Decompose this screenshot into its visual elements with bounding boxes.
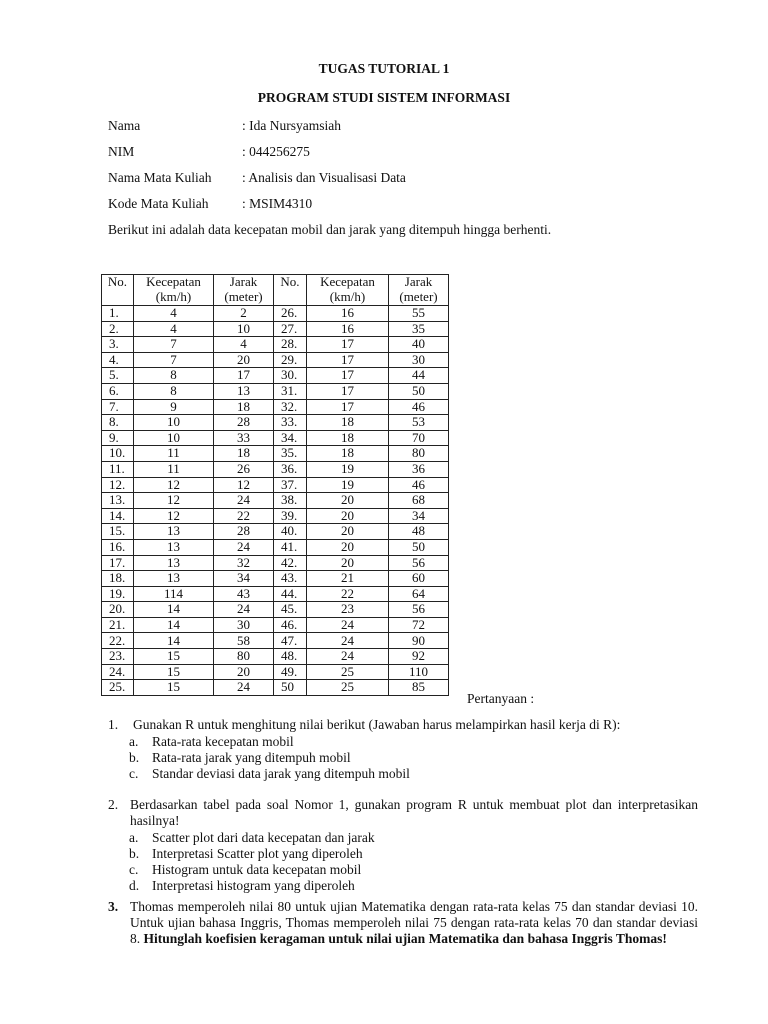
question-number: 2.	[108, 797, 119, 812]
cell-speed: 10	[134, 415, 214, 431]
cell-distance: 36	[389, 461, 449, 477]
info-value: : Analisis dan Visualisasi Data	[242, 170, 406, 185]
intro-text: Berikut ini adalah data kecepatan mobil dan jarak yang ditempuh hingga berhenti.	[108, 222, 552, 237]
cell-no: 44.	[274, 586, 307, 602]
question-2-items	[108, 830, 698, 894]
info-value: : 044256275	[242, 144, 310, 159]
cell-distance: 85	[389, 680, 449, 696]
list-item: a. Rata-rata kecepatan mobil	[129, 734, 294, 749]
cell-no: 37.	[274, 477, 307, 493]
document-title: TUGAS TUTORIAL 1	[318, 61, 450, 76]
cell-speed: 12	[134, 508, 214, 524]
cell-no: 27.	[274, 321, 307, 337]
table-row	[102, 664, 449, 680]
cell-no: 40.	[274, 524, 307, 540]
cell-speed: 14	[134, 602, 214, 618]
cell-no: 5.	[102, 368, 134, 384]
cell-speed: 13	[134, 555, 214, 571]
cell-speed: 19	[307, 461, 389, 477]
cell-no: 1.	[102, 306, 134, 322]
cell-speed: 11	[134, 446, 214, 462]
table-row	[102, 633, 449, 649]
cell-speed: 8	[134, 368, 214, 384]
question-1-items	[108, 734, 698, 782]
cell-no: 9.	[102, 430, 134, 446]
cell-distance: 20	[214, 352, 274, 368]
cell-speed: 16	[307, 306, 389, 322]
list-item: c. Histogram untuk data kecepatan mobil	[129, 862, 362, 877]
cell-no: 3.	[102, 337, 134, 353]
cell-distance: 17	[214, 368, 274, 384]
table-row	[102, 571, 449, 587]
cell-speed: 14	[134, 633, 214, 649]
cell-no: 13.	[102, 493, 134, 509]
cell-no: 36.	[274, 461, 307, 477]
table-row	[102, 368, 449, 384]
cell-distance: 53	[389, 415, 449, 431]
cell-speed: 15	[134, 680, 214, 696]
question-text	[130, 899, 698, 947]
cell-speed: 21	[307, 571, 389, 587]
cell-speed: 20	[307, 493, 389, 509]
cell-distance: 58	[214, 633, 274, 649]
header-no: No.	[102, 275, 134, 306]
cell-no: 4.	[102, 352, 134, 368]
cell-no: 42.	[274, 555, 307, 571]
table-row	[102, 555, 449, 571]
cell-distance: 48	[389, 524, 449, 540]
cell-no: 48.	[274, 649, 307, 665]
cell-distance: 68	[389, 493, 449, 509]
cell-distance: 50	[389, 539, 449, 555]
cell-distance: 33	[214, 430, 274, 446]
cell-no: 17.	[102, 555, 134, 571]
table-row	[102, 649, 449, 665]
cell-distance: 56	[389, 555, 449, 571]
cell-no: 11.	[102, 461, 134, 477]
cell-no: 33.	[274, 415, 307, 431]
list-item: c. Standar deviasi data jarak yang ditempuh mobil	[129, 766, 410, 781]
cell-distance: 26	[214, 461, 274, 477]
header-speed: Kecepatan (km/h)	[307, 275, 389, 306]
table-row	[102, 399, 449, 415]
cell-distance: 4	[214, 337, 274, 353]
cell-no: 16.	[102, 539, 134, 555]
info-value: : MSIM4310	[242, 196, 313, 211]
question-text: Gunakan R untuk menghitung nilai berikut (Jawaban harus melampirkan hasil kerja di R):	[133, 717, 621, 732]
cell-no: 46.	[274, 617, 307, 633]
cell-distance: 56	[389, 602, 449, 618]
data-table	[101, 274, 449, 696]
cell-distance: 72	[389, 617, 449, 633]
cell-distance: 18	[214, 399, 274, 415]
table-header-row	[102, 275, 449, 306]
cell-no: 12.	[102, 477, 134, 493]
cell-speed: 7	[134, 352, 214, 368]
cell-no: 47.	[274, 633, 307, 649]
cell-speed: 7	[134, 337, 214, 353]
table-row	[102, 321, 449, 337]
question-text: Berdasarkan tabel pada soal Nomor 1, gunakan program R untuk membuat plot dan interpretasikan hasilnya!	[130, 797, 698, 828]
cell-distance: 44	[389, 368, 449, 384]
table-row	[102, 493, 449, 509]
table-row	[102, 586, 449, 602]
cell-no: 38.	[274, 493, 307, 509]
cell-distance: 46	[389, 399, 449, 415]
cell-no: 26.	[274, 306, 307, 322]
table-row	[102, 524, 449, 540]
cell-distance: 24	[214, 680, 274, 696]
cell-speed: 24	[307, 649, 389, 665]
cell-speed: 18	[307, 415, 389, 431]
cell-distance: 55	[389, 306, 449, 322]
cell-speed: 15	[134, 649, 214, 665]
cell-distance: 28	[214, 524, 274, 540]
cell-no: 34.	[274, 430, 307, 446]
cell-speed: 20	[307, 508, 389, 524]
cell-speed: 12	[134, 477, 214, 493]
cell-speed: 16	[307, 321, 389, 337]
cell-speed: 13	[134, 539, 214, 555]
cell-speed: 24	[307, 617, 389, 633]
cell-distance: 30	[214, 617, 274, 633]
table-row	[102, 477, 449, 493]
cell-distance: 13	[214, 383, 274, 399]
cell-no: 50	[274, 680, 307, 696]
header-speed: Kecepatan (km/h)	[134, 275, 214, 306]
info-label: Nama Mata Kuliah	[108, 170, 212, 185]
cell-speed: 18	[307, 446, 389, 462]
cell-speed: 14	[134, 617, 214, 633]
table-row	[102, 306, 449, 322]
cell-speed: 22	[307, 586, 389, 602]
list-item: a. Scatter plot dari data kecepatan dan jarak	[129, 830, 375, 845]
table-row	[102, 461, 449, 477]
table-row	[102, 602, 449, 618]
cell-speed: 25	[307, 664, 389, 680]
cell-no: 7.	[102, 399, 134, 415]
cell-no: 15.	[102, 524, 134, 540]
table-row	[102, 430, 449, 446]
cell-speed: 4	[134, 321, 214, 337]
cell-distance: 50	[389, 383, 449, 399]
cell-no: 49.	[274, 664, 307, 680]
cell-distance: 28	[214, 415, 274, 431]
cell-speed: 12	[134, 493, 214, 509]
table-body	[102, 306, 449, 696]
cell-no: 39.	[274, 508, 307, 524]
cell-no: 32.	[274, 399, 307, 415]
cell-speed: 20	[307, 524, 389, 540]
cell-distance: 40	[389, 337, 449, 353]
cell-distance: 70	[389, 430, 449, 446]
cell-speed: 17	[307, 368, 389, 384]
cell-no: 31.	[274, 383, 307, 399]
info-value: : Ida Nursyamsiah	[242, 118, 341, 133]
cell-speed: 23	[307, 602, 389, 618]
cell-distance: 80	[214, 649, 274, 665]
cell-speed: 15	[134, 664, 214, 680]
cell-speed: 13	[134, 571, 214, 587]
cell-speed: 10	[134, 430, 214, 446]
cell-distance: 12	[214, 477, 274, 493]
cell-no: 41.	[274, 539, 307, 555]
cell-distance: 24	[214, 539, 274, 555]
cell-distance: 92	[389, 649, 449, 665]
question-number: 1.	[108, 717, 119, 732]
question-number: 3.	[108, 899, 119, 914]
question-text-normal: Thomas memperoleh nilai 80 untuk ujian Matematika dengan rata-rata kelas 75 dan standar deviasi 10. Untuk ujian bahasa Inggris, Thomas memperoleh nilai 75 dengan rata-rata kelas 70 dan standar deviasi 8.	[130, 899, 698, 946]
list-item: d. Interpretasi histogram yang diperoleh	[129, 878, 355, 893]
cell-no: 23.	[102, 649, 134, 665]
cell-speed: 8	[134, 383, 214, 399]
table-row	[102, 337, 449, 353]
cell-no: 45.	[274, 602, 307, 618]
cell-speed: 20	[307, 539, 389, 555]
header-distance: Jarak (meter)	[389, 275, 449, 306]
cell-no: 20.	[102, 602, 134, 618]
cell-no: 24.	[102, 664, 134, 680]
cell-speed: 17	[307, 399, 389, 415]
cell-distance: 10	[214, 321, 274, 337]
cell-distance: 24	[214, 493, 274, 509]
cell-no: 6.	[102, 383, 134, 399]
cell-no: 22.	[102, 633, 134, 649]
cell-distance: 35	[389, 321, 449, 337]
cell-distance: 24	[214, 602, 274, 618]
cell-no: 8.	[102, 415, 134, 431]
table-row	[102, 383, 449, 399]
list-item: b. Rata-rata jarak yang ditempuh mobil	[129, 750, 351, 765]
question-3	[108, 899, 698, 947]
header-no: No.	[274, 275, 307, 306]
cell-no: 2.	[102, 321, 134, 337]
cell-speed: 17	[307, 337, 389, 353]
cell-no: 43.	[274, 571, 307, 587]
cell-no: 18.	[102, 571, 134, 587]
header-distance: Jarak (meter)	[214, 275, 274, 306]
cell-distance: 43	[214, 586, 274, 602]
cell-speed: 24	[307, 633, 389, 649]
list-item: b. Interpretasi Scatter plot yang diperoleh	[129, 846, 363, 861]
cell-distance: 34	[214, 571, 274, 587]
cell-speed: 11	[134, 461, 214, 477]
table-row	[102, 446, 449, 462]
cell-speed: 19	[307, 477, 389, 493]
cell-speed: 18	[307, 430, 389, 446]
cell-distance: 30	[389, 352, 449, 368]
cell-distance: 60	[389, 571, 449, 587]
question-1	[108, 717, 698, 782]
info-label: Kode Mata Kuliah	[108, 196, 209, 211]
cell-no: 25.	[102, 680, 134, 696]
cell-no: 28.	[274, 337, 307, 353]
cell-no: 21.	[102, 617, 134, 633]
cell-speed: 13	[134, 524, 214, 540]
question-text-bold: Hitunglah koefisien keragaman untuk nilai ujian Matematika dan bahasa Inggris Thomas!	[143, 931, 667, 946]
cell-speed: 114	[134, 586, 214, 602]
questions-heading: Pertanyaan :	[467, 691, 535, 706]
table-row	[102, 508, 449, 524]
table-row	[102, 415, 449, 431]
cell-distance: 22	[214, 508, 274, 524]
cell-speed: 20	[307, 555, 389, 571]
cell-distance: 90	[389, 633, 449, 649]
cell-no: 29.	[274, 352, 307, 368]
cell-distance: 64	[389, 586, 449, 602]
cell-distance: 18	[214, 446, 274, 462]
cell-distance: 34	[389, 508, 449, 524]
info-label: NIM	[108, 144, 135, 159]
table-row	[102, 617, 449, 633]
question-2	[108, 797, 698, 894]
cell-speed: 4	[134, 306, 214, 322]
table-row	[102, 352, 449, 368]
cell-distance: 32	[214, 555, 274, 571]
cell-speed: 9	[134, 399, 214, 415]
cell-speed: 17	[307, 383, 389, 399]
cell-no: 14.	[102, 508, 134, 524]
cell-no: 10.	[102, 446, 134, 462]
cell-speed: 17	[307, 352, 389, 368]
cell-speed: 25	[307, 680, 389, 696]
cell-distance: 2	[214, 306, 274, 322]
cell-no: 35.	[274, 446, 307, 462]
cell-distance: 46	[389, 477, 449, 493]
cell-distance: 80	[389, 446, 449, 462]
cell-no: 19.	[102, 586, 134, 602]
cell-distance: 110	[389, 664, 449, 680]
table-row	[102, 680, 449, 696]
document-subtitle: PROGRAM STUDI SISTEM INFORMASI	[257, 90, 511, 105]
cell-no: 30.	[274, 368, 307, 384]
cell-distance: 20	[214, 664, 274, 680]
table-row	[102, 539, 449, 555]
info-label: Nama	[108, 118, 141, 133]
